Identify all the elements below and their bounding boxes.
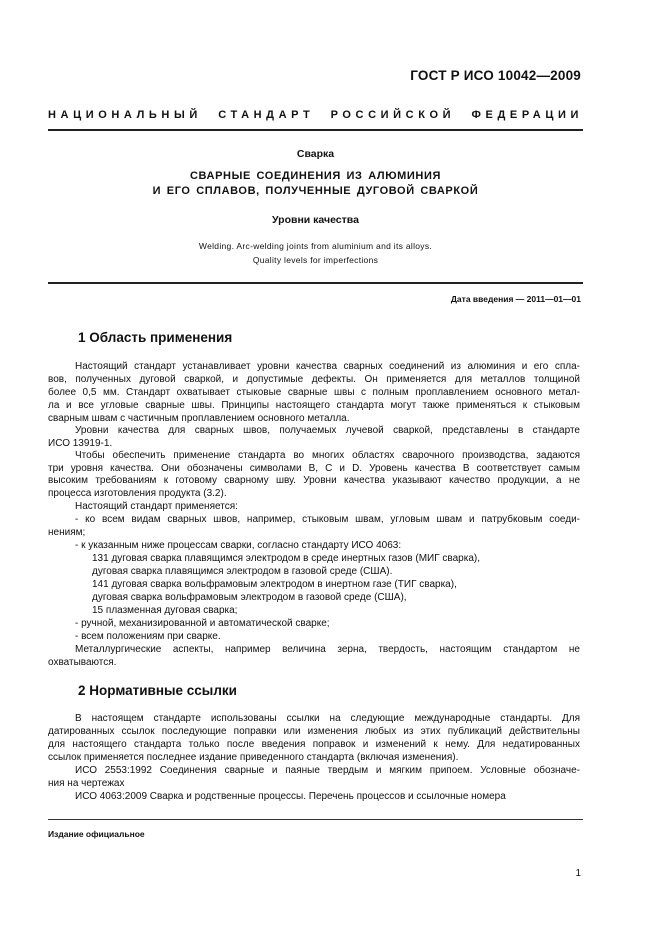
paragraph-line: В настоящем стандарте использованы ссылки на следующие международные стандарты. Для [75, 713, 580, 724]
english-title-line-1: Welding. Arc-welding joints from aluminium and its alloys. [198, 241, 433, 251]
national-standard-banner: НАЦИОНАЛЬНЫЙ СТАНДАРТ РОССИЙСКОЙ ФЕДЕРАЦИИ [48, 109, 583, 121]
page-number: 1 [575, 868, 581, 879]
paragraph-line: Уровни качества для сварных швов, получаемых лучевой сваркой, представлены в стандарте [75, 425, 580, 436]
header-rule [48, 129, 583, 131]
process-item: дуговая сварка плавящимся электродом в газовой среде (США). [92, 566, 393, 577]
section-2-heading: 2 Нормативные ссылки [78, 683, 237, 698]
reference-item: ния на чертежах [48, 778, 125, 789]
process-item: дуговая сварка вольфрамовым электродом в газовой среде (США), [92, 592, 407, 603]
process-item: 15 плазменная дуговая сварка; [92, 605, 238, 616]
footer-rule [48, 819, 583, 820]
standard-subtitle: Уровни качества [272, 214, 359, 226]
paragraph-line: вов, полученных дуговой сваркой, и допустимые дефекты. Он применяется для металлов толщиной [48, 374, 580, 385]
paragraph-line: ла и все угловые сварные швы. Принципы настоящего стандарта могут также применяться к стыковым [48, 400, 580, 411]
paragraph-line: для настоящего стандарта только после введения поправок и изменений к нему. Для недатированных [48, 739, 580, 750]
paragraph-line: Настоящий стандарт применяется: [75, 501, 238, 512]
title-rule [48, 282, 583, 284]
paragraph-line: три уровня качества. Они обозначены символами В, С и D. Уровень качества В соответствует самым [48, 463, 580, 474]
paragraph-line: более 0,5 мм. Стандарт охватывает стыковые сварные швы с полным проплавлением основного метал- [48, 387, 580, 398]
list-item: - всем положениям при сварке. [75, 631, 221, 642]
standard-title-line-1: СВАРНЫЕ СОЕДИНЕНИЯ ИЗ АЛЮМИНИЯ [190, 170, 441, 182]
section-1-heading: 1 Область применения [78, 330, 233, 345]
paragraph-line: сварным швам с частичным проплавлением основного металла. [48, 413, 350, 424]
paragraph-line: процесса изготовления продукта (3.2). [48, 488, 227, 499]
standard-subject: Сварка [296, 148, 335, 160]
paragraph-line: датированных ссылок последующие поправки или изменения любых из этих публикаций действительны [48, 726, 580, 737]
list-item: - ручной, механизированной и автоматической сварке; [75, 618, 330, 629]
standard-title-line-2: И ЕГО СПЛАВОВ, ПОЛУЧЕННЫЕ ДУГОВОЙ СВАРКОЙ [152, 185, 479, 197]
list-item: - к указанным ниже процессам сварки, согласно стандарту ИСО 4063: [75, 540, 402, 551]
introduction-date: Дата введения — 2011—01—01 [450, 294, 581, 304]
reference-item: ИСО 4063:2009 Сварка и родственные процессы. Перечень процессов и ссылочные номера [75, 791, 506, 802]
process-item: 141 дуговая сварка вольфрамовым электродом в инертном газе (ТИГ сварка), [92, 579, 457, 590]
paragraph-line: Металлургические аспекты, например величина зерна, твердость, настоящим стандартом не [75, 644, 580, 655]
paragraph-line: ИСО 13919-1. [48, 438, 113, 449]
list-item: - ко всем видам сварных швов, например, стыковым швам, угловым швам и патрубковым соеди- [75, 514, 580, 525]
english-title-line-2: Quality levels for imperfections [252, 255, 379, 265]
list-item: нениям; [48, 527, 86, 538]
official-edition-label: Издание официальное [48, 829, 145, 839]
paragraph-line: высоким требованиям к готовому сварному шву. Уровни качества указывают качество продукции, а не [48, 475, 580, 486]
paragraph-line: Чтобы обеспечить применение стандарта во многих областях сварочного производства, задаются [75, 450, 580, 461]
paragraph-line: охватываются. [48, 657, 117, 668]
paragraph-line: ссылок применяется последнее издание приведенного стандарта (включая изменения). [48, 752, 459, 763]
reference-item: ИСО 2553:1992 Соединения сварные и паяные твердым и мягким припоем. Условные обозначе- [75, 765, 580, 776]
paragraph-line: Настоящий стандарт устанавливает уровни качества сварных соединений из алюминия и его спла- [75, 361, 580, 372]
document-code: ГОСТ Р ИСО 10042—2009 [410, 68, 581, 83]
process-item: 131 дуговая сварка плавящимся электродом в среде инертных газов (МИГ сварка), [92, 553, 480, 564]
